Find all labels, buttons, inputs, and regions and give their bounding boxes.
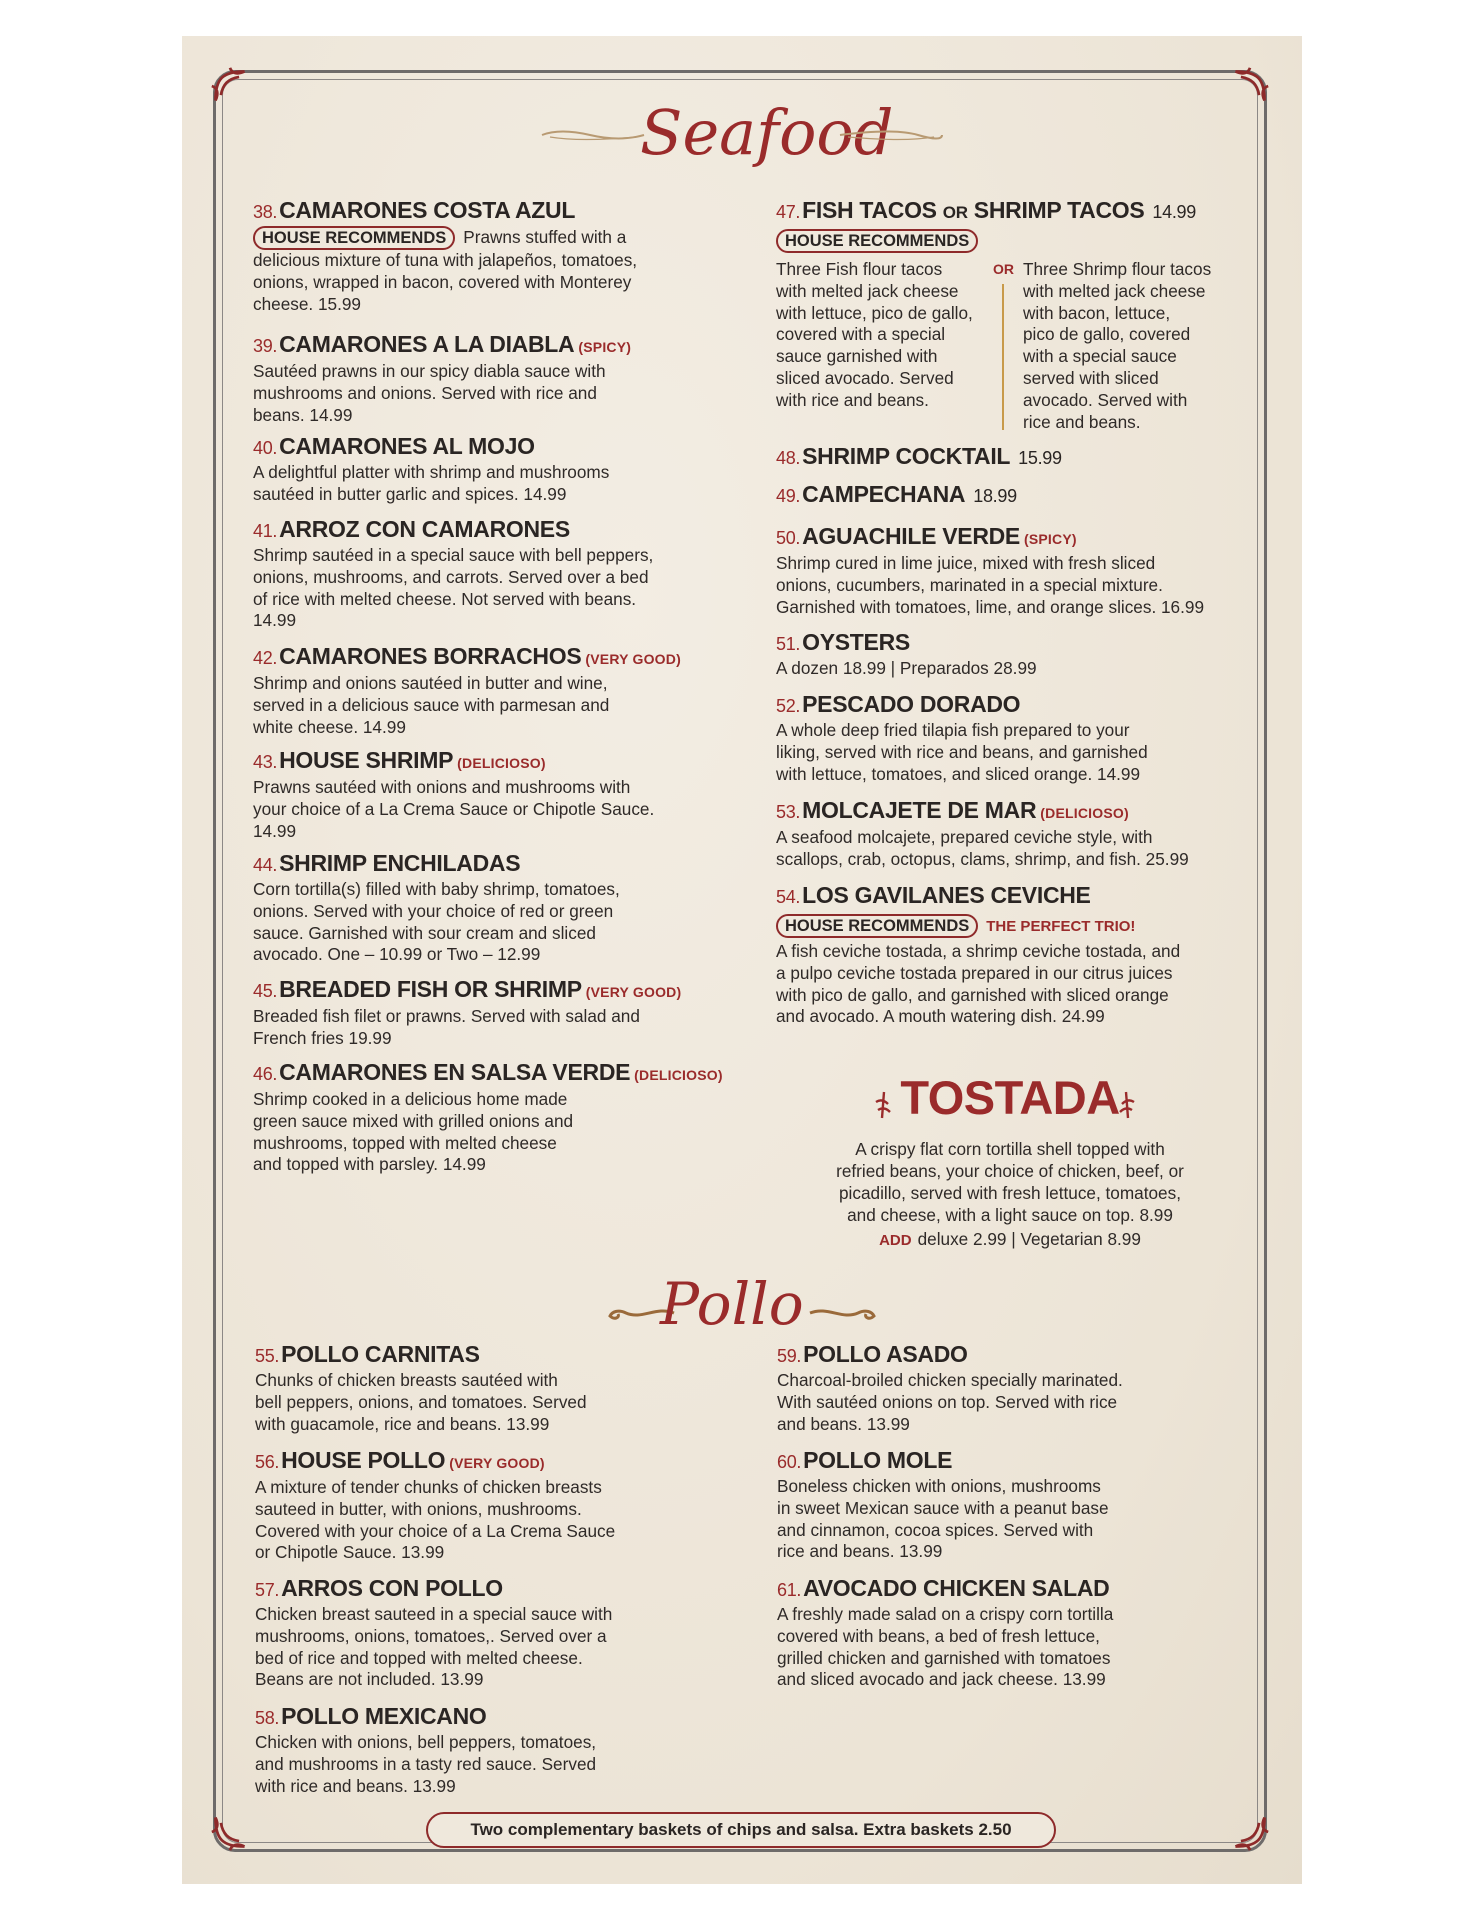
description-text: Prawns sautéed with onions and mushrooms with: [253, 777, 631, 797]
item-description-line: [255, 1477, 615, 1499]
description-text: white cheese. 14.99: [253, 716, 406, 737]
item-tag: (VERY GOOD): [449, 1455, 545, 1471]
item-header: [253, 849, 620, 879]
description-text: Covered with your choice of a La Crema Sauce: [255, 1520, 616, 1541]
item-description-line: [777, 1414, 1123, 1436]
item-number: 57.: [255, 1580, 280, 1600]
item-number: 44.: [253, 855, 278, 875]
description-text: covered with beans, a bed of fresh lettuce,: [777, 1625, 1100, 1646]
corner-ornament-icon: [210, 66, 250, 106]
corner-ornament-icon: [1230, 1812, 1270, 1852]
house-recommends-badge: HOUSE RECOMMENDS: [776, 914, 978, 938]
menu-item: [253, 1058, 723, 1176]
description-text: A dozen 18.99 | Preparados 28.99: [776, 658, 1037, 678]
item-description-line: [777, 1498, 1109, 1520]
menu-item: [776, 690, 1148, 785]
item-header: [776, 480, 1017, 510]
fish-tacos-description: [776, 259, 973, 412]
description-text: A delightful platter with shrimp and mushrooms: [253, 462, 610, 482]
item-description-line: [255, 1626, 612, 1648]
description-line: rice and beans.: [1023, 411, 1141, 432]
item-name: CAMARONES A LA DIABLA: [279, 331, 575, 357]
taco-divider-line: [1002, 284, 1004, 430]
item-header: [253, 330, 631, 361]
item-name: CAMARONES EN SALSA VERDE: [279, 1059, 631, 1085]
item-number: 49.: [776, 486, 801, 506]
item-description-line: A fish ceviche tostada, a shrimp ceviche tostada, and: [776, 941, 1181, 961]
item-header: [777, 1340, 1123, 1370]
item-description-line: [253, 294, 637, 316]
menu-item: [253, 432, 609, 506]
description-text: Shrimp cured in lime juice, mixed with fresh sliced: [776, 553, 1156, 573]
item-description-line: [255, 1542, 615, 1564]
item-description-line: [253, 272, 637, 294]
item-header: [253, 515, 653, 545]
description-text: liking, served with rice and beans, and garnished: [776, 741, 1148, 762]
description-text: French fries 19.99: [253, 1027, 392, 1048]
item-name: PESCADO DORADO: [802, 691, 1021, 717]
description-line: sauce garnished with: [776, 346, 938, 367]
menu-item: [253, 196, 637, 315]
description-text: onions, wrapped in bacon, covered with Monterey: [253, 271, 632, 292]
description-text: served in a delicious sauce with parmesan and: [253, 694, 610, 715]
item-number: 52.: [776, 696, 801, 716]
item-header: [777, 1446, 1109, 1476]
item-description-line: [255, 1669, 612, 1691]
description-text: rice and beans. 13.99: [777, 1541, 943, 1562]
pollo-title: Pollo: [660, 1270, 804, 1338]
menu-item: [777, 1340, 1123, 1435]
item-number: 58.: [255, 1708, 280, 1728]
item-name: HOUSE POLLO: [281, 1447, 446, 1473]
item-header: [776, 796, 1189, 827]
title-flourish-left-icon: [540, 128, 646, 142]
item-description-line: [253, 1006, 681, 1028]
item-header: [253, 432, 609, 462]
description-text: mushrooms, onions, tomatoes,. Served over a: [255, 1625, 607, 1646]
item-description-line: [253, 673, 681, 695]
item-number: 59.: [777, 1346, 802, 1366]
item-number: 56.: [255, 1452, 280, 1472]
item-description-line: [777, 1541, 1109, 1563]
menu-item: [776, 796, 1189, 871]
description-text: and cinnamon, cocoa spices. Served with: [777, 1519, 1094, 1540]
item-name: AGUACHILE VERDE: [802, 523, 1020, 549]
item-number: 47.: [776, 202, 801, 222]
item-description-line: [255, 1499, 615, 1521]
item-description-line: [255, 1754, 596, 1776]
item-header: [255, 1702, 596, 1732]
item-description-line: [253, 545, 653, 567]
description-text: of rice with melted cheese. Not served with beans.: [253, 588, 637, 609]
item-description-line: [253, 923, 620, 945]
item-description-line: [253, 250, 637, 272]
description-text: Chunks of chicken breasts sautéed with: [255, 1370, 558, 1390]
menu-item: [255, 1340, 587, 1435]
item-number: 46.: [253, 1064, 278, 1084]
item-description-line: [255, 1648, 612, 1670]
add-label: ADD: [879, 1232, 912, 1249]
description-text: Chicken with onions, bell peppers, tomatoes,: [255, 1732, 597, 1752]
description-text: and topped with parsley. 14.99: [253, 1154, 486, 1175]
item-description-line: [253, 361, 631, 383]
item-price: 15.99: [1018, 448, 1062, 468]
item-header: [776, 690, 1148, 720]
menu-item: [777, 1446, 1109, 1563]
item-price: 14.99: [1152, 202, 1196, 222]
add-options: deluxe 2.99 | Vegetarian 8.99: [917, 1229, 1141, 1249]
description-text: cheese. 15.99: [253, 293, 361, 314]
description-text: sauce. Garnished with sour cream and sliced: [253, 922, 596, 943]
description-text: Charcoal-broiled chicken specially marinated.: [777, 1370, 1123, 1390]
item-description-line: [253, 1089, 723, 1111]
description-text: or Chipotle Sauce. 13.99: [255, 1542, 445, 1563]
description-text: Beans are not included. 13.99: [255, 1669, 484, 1690]
item-description-line: [255, 1604, 612, 1626]
item-tag: (SPICY): [578, 339, 632, 355]
house-recommends-badge: HOUSE RECOMMENDS: [253, 226, 455, 250]
house-recommends-badge: HOUSE RECOMMENDS: [776, 229, 978, 253]
description-line: pico de gallo, covered: [1023, 324, 1191, 345]
item-number: 45.: [253, 981, 278, 1001]
description-text: with guacamole, rice and beans. 13.99: [255, 1413, 550, 1434]
title-flourish-right-icon: [838, 128, 944, 142]
description-line: picadillo, served with fresh lettuce, tomatoes,: [838, 1183, 1181, 1203]
item-description-line: [255, 1521, 615, 1543]
tostada-ornament-left-icon: [872, 1090, 892, 1120]
tostada-add-on-line: [780, 1228, 1240, 1252]
item-description-line: [776, 827, 1189, 849]
item-description-line: [253, 462, 609, 484]
menu-item: [776, 522, 1204, 618]
chips-salsa-footer: Two complementary baskets of chips and salsa. Extra baskets 2.50: [426, 1812, 1056, 1848]
description-text: delicious mixture of tuna with jalapeños, tomatoes,: [253, 250, 638, 270]
item-name: POLLO MEXICANO: [281, 1703, 487, 1729]
item-description-line: [253, 567, 653, 589]
item-description-line: [777, 1392, 1123, 1414]
description-line: A crispy flat corn tortilla shell topped with: [855, 1139, 1165, 1159]
description-text: bed of rice and topped with melted cheese.: [255, 1647, 583, 1668]
item-number: 43.: [253, 752, 278, 772]
item-description-line: [253, 589, 653, 611]
item-description-line: [253, 226, 637, 250]
seafood-title: Seafood: [640, 96, 894, 169]
description-line: and cheese, with a light sauce on top. 8.99: [847, 1205, 1173, 1225]
description-text: A mixture of tender chunks of chicken breasts: [255, 1477, 602, 1497]
item-description-line: [253, 1154, 723, 1176]
item-number: 61.: [777, 1580, 802, 1600]
item-description-line: [253, 879, 620, 901]
description-text: green sauce mixed with grilled onions and: [253, 1110, 574, 1131]
item-header: [255, 1574, 612, 1604]
description-text: Shrimp sautéed in a special sauce with bell peppers,: [253, 545, 654, 565]
item-name: BREADED FISH OR SHRIMP: [279, 976, 582, 1002]
item-header: [253, 196, 637, 226]
item-name: POLLO CARNITAS: [281, 1341, 480, 1367]
description-text: Garnished with tomatoes, lime, and orange slices. 16.99: [776, 596, 1205, 617]
item-tag: (SPICY): [1023, 531, 1077, 547]
item-name: CAMPECHANA: [802, 481, 966, 507]
item-name: AVOCADO CHICKEN SALAD: [803, 1575, 1110, 1601]
description-text: with lettuce, tomatoes, and sliced orange. 14.99: [776, 763, 1141, 784]
description-text: Sautéed prawns in our spicy diabla sauce with: [253, 361, 606, 381]
description-text: 14.99: [253, 610, 297, 631]
item-tag: (DELICIOSO): [457, 755, 546, 771]
item-number: 55.: [255, 1346, 280, 1366]
item-header: [776, 442, 1062, 472]
description-text: Boneless chicken with onions, mushrooms: [777, 1476, 1101, 1496]
item-number: 41.: [253, 521, 278, 541]
description-line: served with sliced: [1023, 367, 1159, 388]
item-description-line: [776, 849, 1189, 871]
description-line: covered with a special: [776, 324, 946, 345]
item-description-line: [776, 658, 1037, 680]
perfect-trio-tag: THE PERFECT TRIO!: [986, 918, 1136, 935]
item-header: [776, 522, 1204, 553]
item-description-line: [777, 1476, 1109, 1498]
description-text: With sautéed onions on top. Served with rice: [777, 1391, 1118, 1412]
description-text: Shrimp cooked in a delicious home made: [253, 1089, 568, 1109]
description-text: A seafood molcajete, prepared ceviche style, with: [776, 827, 1153, 847]
description-line: with melted jack cheese: [1023, 280, 1206, 301]
item-description-line: [776, 720, 1148, 742]
item-name: ARROS CON POLLO: [281, 1575, 503, 1601]
description-text: in sweet Mexican sauce with a peanut base: [777, 1497, 1109, 1518]
item-description-line: [253, 484, 609, 506]
description-line: sliced avocado. Served: [776, 367, 954, 388]
tostada-ornament-right-icon: [1118, 1090, 1138, 1120]
item-description-line: [777, 1604, 1113, 1626]
item-tag: (DELICIOSO): [634, 1067, 723, 1083]
description-text: onions, mushrooms, and carrots. Served over a bed: [253, 566, 649, 587]
description-text: beans. 14.99: [253, 404, 353, 425]
menu-item: [776, 628, 1037, 680]
item-description-line: [255, 1370, 587, 1392]
item-number: 53.: [776, 802, 801, 822]
description-text: avocado. One – 10.99 or Two – 12.99: [253, 944, 541, 965]
item-description-line: [253, 1028, 681, 1050]
item-description-line: [253, 610, 653, 632]
description-text: Chicken breast sauteed in a special sauce with: [255, 1604, 613, 1624]
menu-item: [255, 1574, 612, 1691]
description-text: Breaded fish filet or prawns. Served with salad and: [253, 1006, 640, 1026]
item-description-line: with pico de gallo, and garnished with sliced orange: [776, 984, 1169, 1005]
menu-item: [255, 1702, 596, 1797]
description-text: grilled chicken and garnished with tomatoes: [777, 1647, 1111, 1668]
item-name: SHRIMP ENCHILADAS: [279, 850, 521, 876]
item-description-line: [253, 777, 654, 799]
item-name: SHRIMP TACOS: [973, 197, 1145, 223]
description-text: sauteed in butter, with onions, mushrooms.: [255, 1498, 582, 1519]
item-name: ARROZ CON CAMARONES: [279, 516, 570, 542]
menu-item: [253, 515, 653, 632]
item-name: CAMARONES COSTA AZUL: [279, 197, 576, 223]
tostada-title: TOSTADA: [900, 1071, 1120, 1124]
description-text: 14.99: [253, 820, 297, 841]
menu-item-47: [776, 196, 1196, 253]
item-number: 51.: [776, 634, 801, 654]
description-text: with rice and beans. 13.99: [255, 1775, 456, 1796]
item-description-line: and avocado. A mouth watering dish. 24.99: [776, 1006, 1105, 1027]
description-text: scallops, crab, octopus, clams, shrimp, and fish. 25.99: [776, 848, 1189, 869]
description-text: onions. Served with your choice of red or green: [253, 900, 614, 921]
item-tag: (VERY GOOD): [585, 984, 682, 1000]
item-name: LOS GAVILANES CEVICHE: [802, 882, 1091, 908]
description-text: Corn tortilla(s) filled with baby shrimp, tomatoes,: [253, 879, 620, 899]
item-description-line: [255, 1776, 596, 1798]
menu-item: [255, 1446, 615, 1564]
description-text: bell peppers, onions, and tomatoes. Served: [255, 1391, 587, 1412]
corner-ornament-icon: [1230, 66, 1270, 106]
item-description-line: [253, 1111, 723, 1133]
item-description-line: [777, 1669, 1113, 1691]
description-text: sautéed in butter garlic and spices. 14.99: [253, 483, 567, 504]
item-price: 18.99: [973, 486, 1017, 506]
menu-item: [253, 642, 681, 738]
description-text: your choice of a La Crema Sauce or Chipotle Sauce.: [253, 798, 655, 819]
description-text: onions, cucumbers, marinated in a special mixture.: [776, 574, 1163, 595]
description-line: avocado. Served with: [1023, 389, 1188, 410]
item-number: 38.: [253, 202, 278, 222]
item-number: 42.: [253, 648, 278, 668]
description-text: Prawns stuffed with a: [463, 227, 627, 247]
item-header: [253, 642, 681, 673]
item-name: POLLO ASADO: [803, 1341, 968, 1367]
item-description-line: [776, 597, 1204, 619]
item-name: CAMARONES AL MOJO: [279, 433, 535, 459]
description-text: Shrimp and onions sautéed in butter and wine,: [253, 673, 608, 693]
item-description-line: [253, 944, 620, 966]
item-tag: (VERY GOOD): [585, 651, 681, 667]
item-description-line: [253, 695, 681, 717]
description-line: with lettuce, pico de gallo,: [776, 302, 973, 323]
item-description-line: [776, 575, 1204, 597]
description-text: A whole deep fried tilapia fish prepared to your: [776, 720, 1130, 740]
item-description-line: [777, 1370, 1123, 1392]
pollo-flourish-right-icon: [808, 1302, 878, 1324]
tostada-description: [780, 1138, 1240, 1226]
corner-ornament-icon: [210, 1812, 250, 1852]
description-line: refried beans, your choice of chicken, beef, or: [836, 1161, 1184, 1181]
or-divider-label: OR: [993, 261, 1014, 277]
item-name: FISH TACOS: [802, 197, 937, 223]
item-description: [776, 941, 1180, 1028]
item-name: HOUSE SHRIMP: [279, 747, 454, 773]
item-description-line: a pulpo ceviche tostada prepared in our citrus juices: [776, 962, 1173, 983]
description-line: with rice and beans.: [776, 389, 929, 410]
description-line: with bacon, lettuce,: [1023, 302, 1171, 323]
item-description-line: [253, 383, 631, 405]
menu-item: [776, 480, 1017, 510]
menu-item: [777, 1574, 1113, 1691]
item-number: 60.: [777, 1452, 802, 1472]
item-description-line: [777, 1626, 1113, 1648]
description-line: Three Shrimp flour tacos: [1023, 259, 1212, 279]
item-or-word: OR: [942, 203, 968, 222]
description-text: mushrooms and onions. Served with rice and: [253, 382, 597, 403]
item-description-line: [255, 1732, 596, 1754]
description-line: Three Fish flour tacos: [776, 259, 943, 279]
description-text: mushrooms, topped with melted cheese: [253, 1132, 557, 1153]
description-text: and mushrooms in a tasty red sauce. Served: [255, 1753, 597, 1774]
item-header: [253, 975, 681, 1006]
item-header: [253, 1058, 723, 1089]
item-header: [776, 628, 1037, 658]
item-number: 39.: [253, 336, 278, 356]
menu-item: [253, 849, 620, 966]
item-name: POLLO MOLE: [803, 1447, 953, 1473]
item-number: 48.: [776, 448, 801, 468]
item-description-line: [253, 799, 654, 821]
item-name: OYSTERS: [802, 629, 910, 655]
description-text: and sliced avocado and jack cheese. 13.99: [777, 1669, 1106, 1690]
menu-item: [776, 442, 1062, 472]
description-text: A freshly made salad on a crispy corn tortilla: [777, 1604, 1114, 1624]
description-line: with melted jack cheese: [776, 280, 959, 301]
item-description-line: [255, 1392, 587, 1414]
item-description-line: [776, 553, 1204, 575]
item-header: [255, 1340, 587, 1370]
menu-item: [253, 746, 654, 842]
item-name: MOLCAJETE DE MAR: [802, 797, 1037, 823]
item-description-line: [776, 742, 1148, 764]
item-description-line: [253, 821, 654, 843]
item-number: 40.: [253, 438, 278, 458]
item-header: [253, 746, 654, 777]
item-header: [777, 1574, 1113, 1604]
description-line: with a special sauce: [1023, 346, 1177, 367]
description-text: and beans. 13.99: [777, 1413, 910, 1434]
item-description-line: [777, 1648, 1113, 1670]
shrimp-tacos-description: [1023, 259, 1211, 433]
item-description-line: [776, 764, 1148, 786]
item-header: [255, 1446, 615, 1477]
menu-item: [253, 975, 681, 1050]
item-number: 54.: [776, 887, 801, 907]
item-tag: (DELICIOSO): [1040, 805, 1129, 821]
menu-item: [253, 330, 631, 426]
item-description-line: [253, 405, 631, 427]
item-description-line: [255, 1414, 587, 1436]
item-description-line: [253, 1133, 723, 1155]
item-number: 50.: [776, 528, 801, 548]
item-name: SHRIMP COCKTAIL: [802, 443, 1011, 469]
item-description-line: [253, 717, 681, 739]
item-name: CAMARONES BORRACHOS: [279, 643, 582, 669]
item-description-line: [253, 901, 620, 923]
item-description-line: [777, 1520, 1109, 1542]
menu-item-54: [776, 881, 1180, 1028]
